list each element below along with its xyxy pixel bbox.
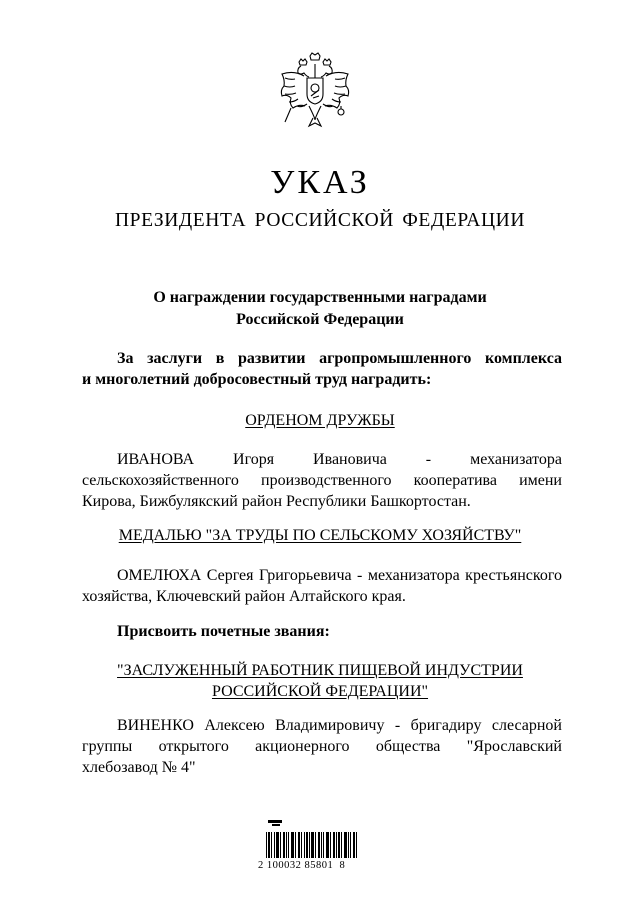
coat-of-arms-icon: [277, 52, 353, 138]
intro-line: и многолетний добросовестный труд наградить:: [82, 371, 432, 388]
honorary-title: [0, 660, 640, 702]
award1-paragraph: [82, 449, 562, 512]
decree-heading: [0, 287, 640, 331]
award2-line: хозяйства, Ключевский район Алтайского края.: [82, 588, 406, 605]
award-title-text: ОРДЕНОМ ДРУЖБЫ: [245, 412, 395, 429]
award2-line: ОМЕЛЮХА Сергея Григорьевича - механизатора крестьянского: [117, 567, 562, 584]
award1-line: сельскохозяйственного производственного кооператива имени: [82, 472, 562, 489]
honorary-paragraph: [82, 715, 562, 778]
intro-paragraph: [82, 348, 562, 390]
award2-paragraph: [82, 565, 562, 607]
honorary-line: хлебозавод № 4": [82, 759, 196, 776]
award-title-text: МЕДАЛЬЮ "ЗА ТРУДЫ ПО СЕЛЬСКОМУ ХОЗЯЙСТВУ": [118, 527, 522, 544]
honorary-label: [82, 621, 562, 642]
honorary-title-line: РОССИЙСКОЙ ФЕДЕРАЦИИ": [211, 683, 429, 700]
heading-line: Российской Федерации: [236, 311, 404, 328]
decree-subtitle: ПРЕЗИДЕНТА РОССИЙСКОЙ ФЕДЕРАЦИИ: [114, 210, 526, 231]
honorary-label-text: Присвоить почетные звания:: [117, 623, 330, 640]
honorary-line: ВИНЕНКО Алексею Владимировичу - бригадиру слесарной: [117, 717, 562, 734]
honorary-line: группы открытого акционерного общества "Ярославский: [82, 738, 562, 755]
heading-line: О награждении государственными наградами: [153, 289, 487, 306]
award1-line: Кирова, Бижбулякский район Республики Башкортостан.: [82, 493, 471, 510]
award-title-medal: [0, 525, 640, 546]
decree-title: УКАЗ: [270, 164, 370, 201]
intro-line: За заслуги в развитии агропромышленного комплекса: [117, 350, 562, 367]
award-title-order: [0, 410, 640, 431]
honorary-title-line: "ЗАСЛУЖЕННЫЙ РАБОТНИК ПИЩЕВОЙ ИНДУСТРИИ: [117, 662, 523, 679]
award1-line: ИВАНОВА Игоря Ивановича - механизатора: [117, 451, 562, 468]
barcode-number: 2 100032 85801 8: [258, 860, 346, 871]
